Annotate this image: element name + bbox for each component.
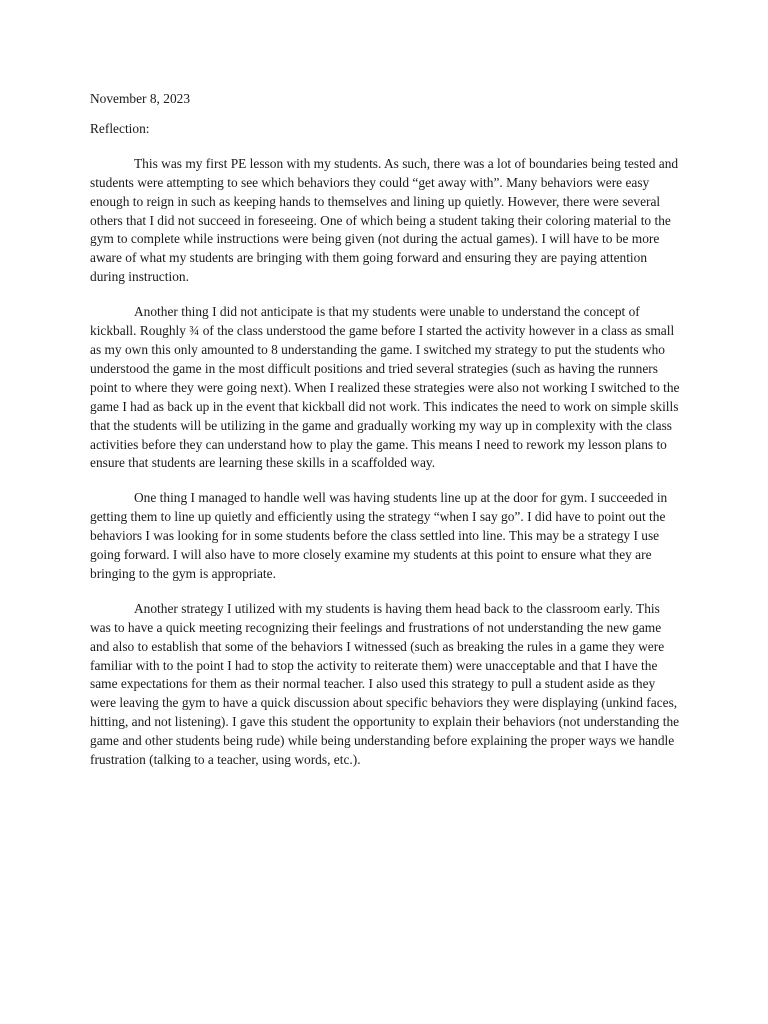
document-date: November 8, 2023: [90, 91, 191, 106]
paragraph-2: Another thing I did not anticipate is that my students were unable to understand the concept of kickball. Roughly ¾ of the class understood the game before I started the activity however in a class as small as my own this only amounted to 8 understanding the game. I switched my strategy to put the students who understood the game in the most difficult positions and tried several strategies (such as having the runners point to where they were going next). When I realized these strategies were also not working I switched to the game I had as back up in the event that kickball did not work. This indicates the need to work on simple skills that the students will be utilizing in the game and gradually working my way up in complexity with the class activities before they can understand how to play the game. This means I need to rework my lesson plans to ensure that students are learning these skills in a scaffolded way.: [90, 304, 680, 471]
document-heading: Reflection:: [90, 120, 150, 136]
document-page: [90, 90, 680, 786]
paragraph-3: One thing I managed to handle well was having students line up at the door for gym. I succeeded in getting them to line up quietly and efficiently using the strategy “when I say go”. I did have to point out the behaviors I was looking for in some students before the class settled into line. This may be a strategy I use going forward. I will also have to more closely examine my students at this point to ensure what they are bringing to the gym is appropriate.: [90, 490, 668, 581]
paragraph-4: Another strategy I utilized with my students is having them head back to the classroom early. This was to have a quick meeting recognizing their feelings and frustrations of not understanding the new game and also to establish that some of the behaviors I witnessed (such as breaking the rules in a game they were familiar with to the point I had to stop the activity to reiterate them) were unacceptable and that I have the same expectations for them as their normal teacher. I also used this strategy to pull a student aside as they were leaving the gym to have a quick discussion about specific behaviors they were displaying (unkind faces, hitting, and not listening). I gave this student the opportunity to explain their behaviors (not understanding the game and other students being rude) while being understanding before explaining the proper ways we handle frustration (talking to a teacher, using words, etc.).: [90, 600, 680, 768]
paragraph-1: This was my first PE lesson with my students. As such, there was a lot of boundaries being tested and students were attempting to see which behaviors they could “get away with”. Many behaviors were easy enough to reign in such as keeping hands to themselves and lining up quietly. However, there were several others that I did not succeed in foreseeing. One of which being a student taking their coloring material to the gym to complete while instructions were being given (not during the actual games). I will have to be more aware of what my students are bringing with them going forward and ensuring they are paying attention during instruction.: [90, 155, 679, 285]
